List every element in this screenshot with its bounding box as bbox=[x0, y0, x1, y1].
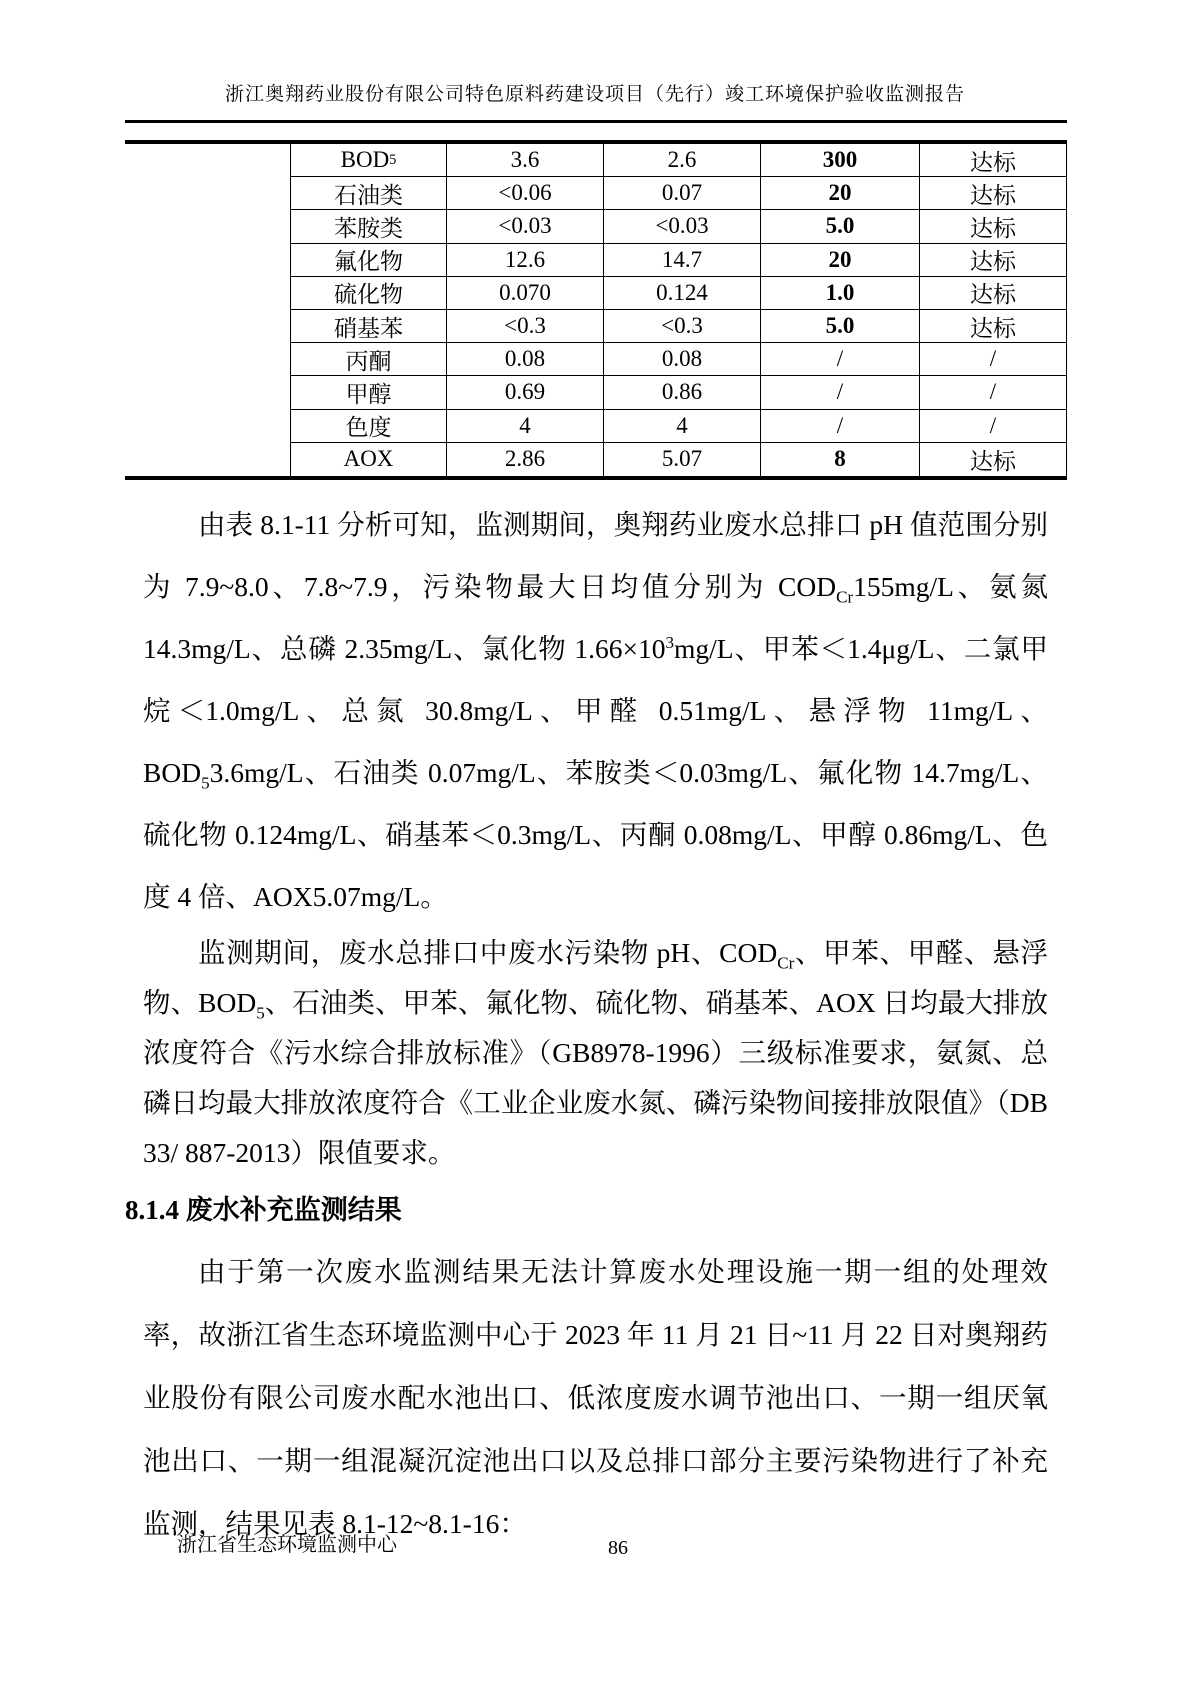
table-cell-limit: 8 bbox=[760, 443, 919, 476]
paragraph-supplementary-monitoring: 由于第一次废水监测结果无法计算废水处理设施一期一组的处理效率，故浙江省生态环境监测中心于 2023 年 11 月 21 日~11 月 22 日对奥翔药业股份有限公司废水配水池出口、低浓度废水调节池出口、一期一组厌氧池出口、一期一组混凝沉淀池出口以及总排口部分主要污染物进行了补充监测，结果见表 8.1-12~8.1-16： bbox=[143, 1255, 1048, 1539]
table-cell-limit: / bbox=[760, 376, 919, 409]
table-cell-limit: 300 bbox=[760, 144, 919, 177]
table-cell-result: 达标 bbox=[919, 443, 1067, 476]
table-cell-day2-value: <0.3 bbox=[603, 310, 760, 343]
paragraph-analysis-results: 由表 8.1-11 分析可知，监测期间，奥翔药业废水总排口 pH 值范围分别为 7.9~8.0、7.8~7.9，污染物最大日均值分别为 $COD_{Cr}155mg/L$、氨氮 14.3mg/L、总磷 2.35mg/L、氯化物 $1.66\times 10^3mg/L$、甲苯＜1.4μg/L、二氯甲烷＜1.0mg/L、总氮 30.8mg/L、甲醛 0.51mg/L、悬浮物 11mg/L、$BOD_53.6mg/L$、石油类 0.07mg/L、苯胺类＜0.03mg/L、氟化物 14.7mg/L、硫化物 0.124mg/L、硝基苯＜0.3mg/L、丙酮 0.08mg/L、甲醇 0.86mg/L、色度 4 倍、AOX5.07mg/L。 bbox=[143, 508, 1048, 912]
page-footer bbox=[0, 1533, 1190, 1557]
footer-page-number: 86 bbox=[608, 1537, 628, 1559]
table-cell-spacer bbox=[125, 144, 290, 177]
table-cell-limit: 5.0 bbox=[760, 310, 919, 343]
table-cell-spacer bbox=[125, 244, 290, 277]
table-cell-parameter: 丙酮 bbox=[290, 343, 446, 376]
table-cell-spacer bbox=[125, 410, 290, 443]
table-cell-parameter: 甲醇 bbox=[290, 376, 446, 409]
table-cell-day1-value: 0.69 bbox=[446, 376, 603, 409]
table-cell-day2-value: 4 bbox=[603, 410, 760, 443]
paragraph-standards-compliance: 监测期间，废水总排口中废水污染物 pH、$COD_{Cr}$、甲苯、甲醛、悬浮物、$BOD_5$、石油类、甲苯、氟化物、硫化物、硝基苯、AOX 日均最大排放浓度符合《污水综合排放标准》（GB8978-1996）三级标准要求，氨氮、总磷日均最大排放浓度符合《工业企业废水氮、磷污染物间接排放限值》（DB 33/ 887-2013）限值要求。 bbox=[143, 936, 1049, 1168]
table-cell-day2-value: 2.6 bbox=[603, 144, 760, 177]
table-cell-limit: 5.0 bbox=[760, 210, 919, 243]
table-cell-result: 达标 bbox=[919, 144, 1067, 177]
report-header-title: 浙江奥翔药业股份有限公司特色原料药建设项目（先行）竣工环境保护验收监测报告 bbox=[224, 84, 965, 105]
table-cell-day2-value: 0.07 bbox=[603, 177, 760, 210]
table-cell-parameter: BOD 5 bbox=[290, 144, 446, 177]
table-cell-parameter: AOX bbox=[290, 443, 446, 476]
table-cell-result: 达标 bbox=[919, 177, 1067, 210]
table-cell-parameter: 苯胺类 bbox=[290, 210, 446, 243]
table-cell-parameter: 氟化物 bbox=[290, 244, 446, 277]
table-cell-day2-value: 0.08 bbox=[603, 343, 760, 376]
table-cell-spacer bbox=[125, 343, 290, 376]
table-cell-result: 达标 bbox=[919, 277, 1067, 310]
table-cell-spacer bbox=[125, 443, 290, 476]
table-cell-limit: / bbox=[760, 410, 919, 443]
table-cell-day2-value: 14.7 bbox=[603, 244, 760, 277]
table-cell-day1-value: <0.06 bbox=[446, 177, 603, 210]
table-cell-spacer bbox=[125, 177, 290, 210]
table-cell-day1-value: 4 bbox=[446, 410, 603, 443]
table-cell-limit: 20 bbox=[760, 177, 919, 210]
table-cell-result: / bbox=[919, 376, 1067, 409]
header-rule bbox=[125, 120, 1067, 123]
table-cell-parameter: 硝基苯 bbox=[290, 310, 446, 343]
table-cell-spacer bbox=[125, 376, 290, 409]
table-cell-spacer bbox=[125, 210, 290, 243]
table-cell-day1-value: 0.08 bbox=[446, 343, 603, 376]
table-cell-day1-value: 2.86 bbox=[446, 443, 603, 476]
table-cell-limit: 20 bbox=[760, 244, 919, 277]
table-cell-day1-value: 0.070 bbox=[446, 277, 603, 310]
table-cell-day1-value: <0.03 bbox=[446, 210, 603, 243]
table-cell-day1-value: 3.6 bbox=[446, 144, 603, 177]
table-cell-result: / bbox=[919, 343, 1067, 376]
table-cell-spacer bbox=[125, 310, 290, 343]
table-cell-spacer bbox=[125, 277, 290, 310]
table-cell-day1-value: 12.6 bbox=[446, 244, 603, 277]
table-cell-result: 达标 bbox=[919, 244, 1067, 277]
table-cell-result: 达标 bbox=[919, 310, 1067, 343]
footer-organization: 浙江省生态环境监测中心 bbox=[177, 1534, 397, 1556]
table-cell-limit: 1.0 bbox=[760, 277, 919, 310]
table-cell-result: 达标 bbox=[919, 210, 1067, 243]
pollutant-table-grid bbox=[125, 140, 1067, 480]
section-heading-8-1-4: 8.1.4 废水补充监测结果 bbox=[125, 1194, 402, 1225]
table-cell-parameter: 硫化物 bbox=[290, 277, 446, 310]
table-cell-parameter: 色度 bbox=[290, 410, 446, 443]
table-cell-day2-value: 0.86 bbox=[603, 376, 760, 409]
table-cell-limit: / bbox=[760, 343, 919, 376]
table-cell-day2-value: <0.03 bbox=[603, 210, 760, 243]
table-cell-day2-value: 0.124 bbox=[603, 277, 760, 310]
table-cell-result: / bbox=[919, 410, 1067, 443]
table-cell-day1-value: <0.3 bbox=[446, 310, 603, 343]
table-cell-day2-value: 5.07 bbox=[603, 443, 760, 476]
table-cell-parameter: 石油类 bbox=[290, 177, 446, 210]
